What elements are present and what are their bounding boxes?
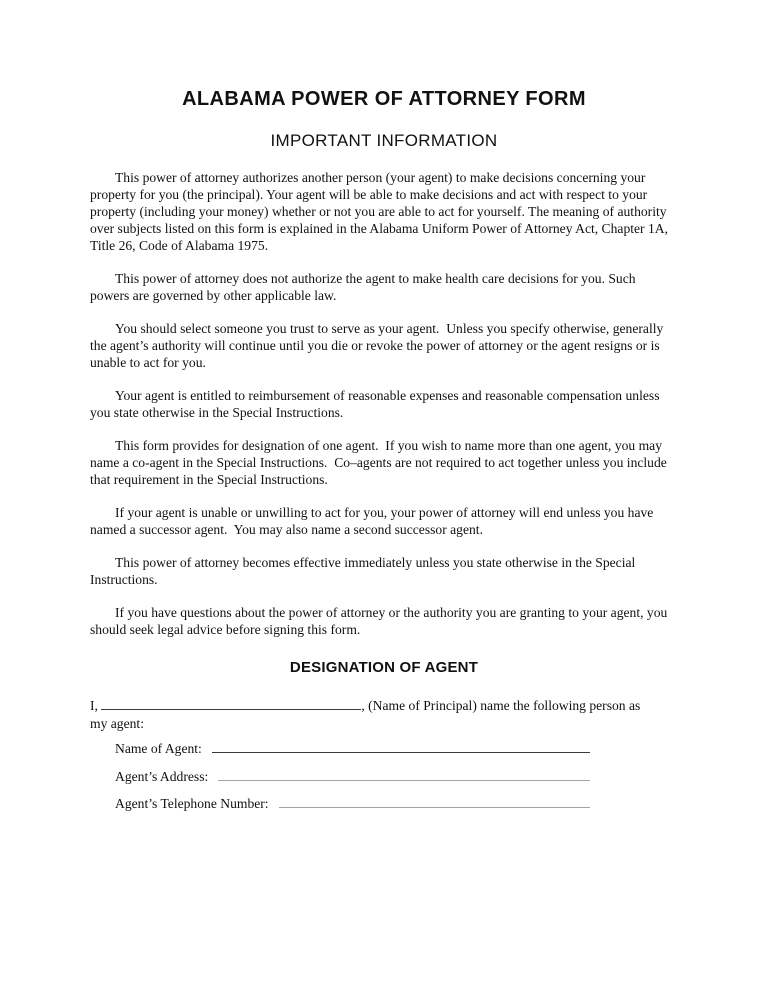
intro-paragraph-one-agent: This form provides for designation of one agent. If you wish to name more than one agent, you may name a co-agent in the Special Instructions. Co–agents are not required to act together unless you include that requirement in the Special Instructions.: [90, 438, 671, 487]
agent-address-row: [115, 767, 590, 786]
agent-phone-row: [115, 794, 590, 813]
important-information-section: [90, 169, 678, 638]
intro-paragraph-questions: If you have questions about the power of attorney or the authority you are granting to your agent, you should seek legal advice before signing this form.: [90, 605, 671, 637]
principal-prefix: I,: [90, 698, 98, 713]
agent-phone-blank[interactable]: [279, 794, 590, 808]
agent-address-label: Agent’s Address:: [115, 768, 209, 784]
intro-paragraph-successor: If your agent is unable or unwilling to act for you, your power of attorney will end unless you have named a successor agent. You may also name a second successor agent.: [90, 505, 657, 537]
page-subtitle: IMPORTANT INFORMATION: [270, 131, 498, 150]
document-content: [0, 88, 768, 813]
principal-suffix: , (Name of Principal) name the following person as: [361, 698, 641, 713]
principal-sentence: [90, 697, 678, 732]
principal-name-blank[interactable]: [101, 697, 361, 710]
agent-phone-label: Agent’s Telephone Number:: [115, 796, 269, 811]
principal-sentence-line2: my agent:: [90, 715, 144, 731]
agent-name-blank[interactable]: [212, 739, 590, 753]
intro-paragraph-reimbursement: Your agent is entitled to reimbursement of reasonable expenses and reasonable compensation unless you state otherwise in the Special Instructions.: [90, 388, 663, 420]
page-title: ALABAMA POWER OF ATTORNEY FORM: [182, 88, 586, 110]
agent-name-label: Name of Agent:: [115, 741, 202, 756]
agent-name-row: [115, 739, 590, 758]
intro-paragraph-select-agent: You should select someone you trust to serve as your agent. Unless you specify otherwise, generally the agent’s authority will continue until you die or revoke the power of attorney or the agent resigns or is unable to act for you.: [90, 321, 667, 370]
agent-fields: [90, 739, 678, 813]
intro-paragraph-authority: This power of attorney authorizes another person (your agent) to make decisions concerning your property for you (the principal). Your agent will be able to make decisions and act with respect to your property (including your money) whether or not you are able to act for yourself. The meaning of authority over subjects listed on this form is explained in the Alabama Uniform Power of Attorney Act, Chapter 1A, Title 26, Code of Alabama 1975.: [90, 170, 672, 253]
intro-paragraph-healthcare: This power of attorney does not authorize the agent to make health care decisions for you. Such powers are governed by other applicable law.: [90, 271, 639, 303]
designation-heading: DESIGNATION OF AGENT: [289, 659, 479, 676]
intro-paragraph-effective: This power of attorney becomes effective immediately unless you state otherwise in the Special Instructions.: [90, 555, 639, 587]
agent-address-blank[interactable]: [218, 767, 590, 781]
